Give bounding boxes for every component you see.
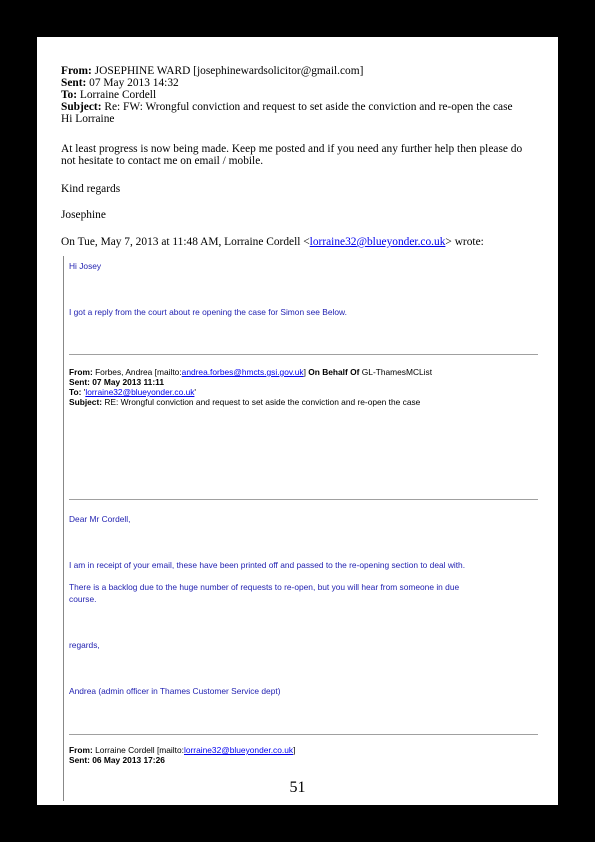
reply-greeting: Dear Mr Cordell, [69,514,131,524]
fwd1-from-name: Forbes, Andrea [mailto: [95,367,182,377]
email-header [61,65,513,125]
reply-signoff: Andrea (admin officer in Thames Customer Service dept) [69,686,281,696]
fwd2-sent-label: Sent: [69,755,90,765]
fwd1-sent-value: 07 May 2013 11:11 [92,377,164,387]
reply-line-2a: There is a backlog due to the huge number of requests to re-open, but you will hear from someone in due [69,582,460,592]
subject-value: Re: FW: Wrongful conviction and request to set aside the conviction and re-open the case [104,101,513,113]
to-value: Lorraine Cordell [79,89,157,101]
fwd2-from-label: From: [69,745,93,755]
fwd1-to-close: ' [194,387,197,397]
divider [69,499,538,500]
fwd2-from-close: ] [293,745,296,755]
body-closing: Kind regards [61,183,121,195]
forwarded-header-1 [69,367,432,407]
quoted-greeting: Hi Josey [69,261,102,271]
fwd2-from-name: Lorraine Cordell [mailto: [95,745,184,755]
fwd1-to-email-link[interactable]: lorraine32@blueyonder.co.uk [85,387,195,397]
quoted-line: I got a reply from the court about re opening the case for Simon see Below. [69,307,347,317]
divider [69,354,538,355]
fwd1-subject-value: RE: Wrongful conviction and request to set aside the conviction and re-open the case [104,397,421,407]
sent-value: 07 May 2013 14:32 [89,77,179,89]
fwd1-to-label: To: [69,387,82,397]
wrote-line [61,236,484,248]
fwd1-to-open: ' [83,387,86,397]
body-signature: Josephine [61,209,106,221]
wrote-suffix: > wrote: [445,236,484,248]
fwd1-subject-label: Subject: [69,397,103,407]
body-para-line-1: At least progress is now being made. Keep me posted and if you need any further help then please do [61,143,523,155]
wrote-prefix: On Tue, May 7, 2013 at 11:48 AM, Lorraine Cordell < [61,236,310,248]
from-label: From: [61,65,92,77]
reply-paragraph-2 [69,582,459,604]
fwd1-behalf-label: On Behalf Of [308,367,360,377]
fwd1-sent-label: Sent: [69,377,90,387]
body-para-line-2: not hesitate to contact me on email / mobile. [61,155,264,167]
to-label: To: [61,89,78,101]
body-paragraph [61,143,522,167]
from-value: JOSEPHINE WARD [josephinewardsolicitor@gmail.com] [94,65,364,77]
fwd1-from-close: ] [303,367,306,377]
body-greeting: Hi Lorraine [61,113,115,125]
reply-regards: regards, [69,640,100,650]
document-page [37,37,558,805]
divider [69,734,538,735]
fwd1-from-email-link[interactable]: andrea.forbes@hmcts.gsi.gov.uk [181,367,304,377]
wrote-email-link[interactable]: lorraine32@blueyonder.co.uk [309,236,446,248]
quote-bar [63,256,68,801]
fwd1-from-label: From: [69,367,93,377]
fwd2-from-email-link[interactable]: lorraine32@blueyonder.co.uk [183,745,294,755]
reply-line-1: I am in receipt of your email, these have been printed off and passed to the re-opening section to deal with. [69,560,466,570]
fwd2-sent-value: 06 May 2013 17:26 [92,755,165,765]
fwd1-behalf-value: GL-ThamesMCList [361,367,433,377]
reply-line-2b: course. [69,594,97,604]
subject-label: Subject: [61,101,102,113]
forwarded-header-2 [69,745,295,765]
page-number: 51 [289,779,306,796]
sent-label: Sent: [61,77,87,89]
